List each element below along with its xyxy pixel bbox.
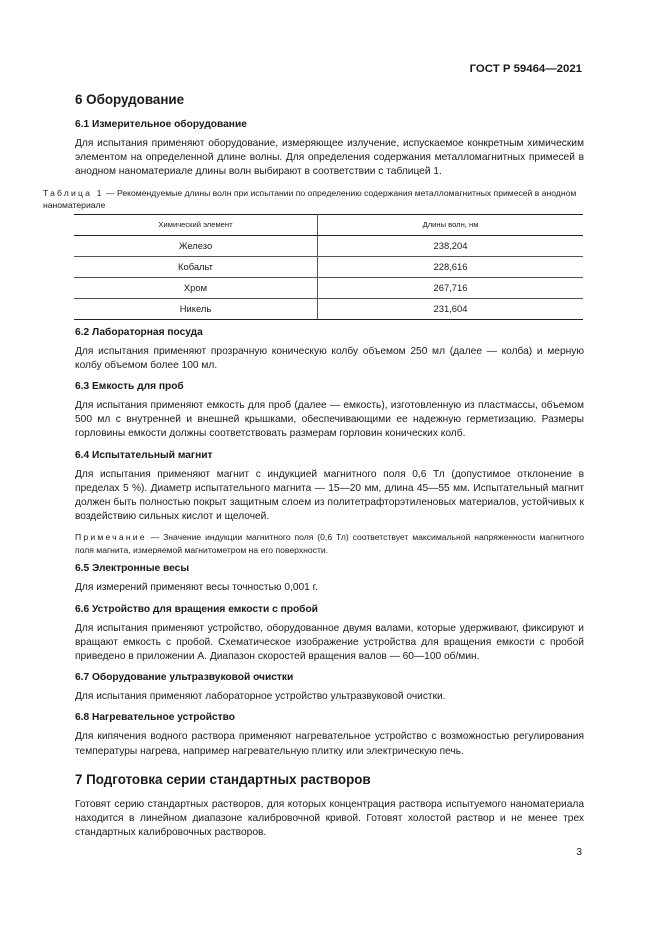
table-1-caption-text: — Рекомендуемые длины волн при испытании по определению содержания металломагнитных примесей в анодном наноматериале xyxy=(43,187,577,210)
table-row xyxy=(74,235,583,256)
note-text: — Значение индукции магнитного поля (0,6 Тл) соответствует максимальной напряженности магнитного поля магнита, измеряемой магнитометром на его поверхности. xyxy=(75,532,584,555)
subsection-6-3-title: 6.3 Емкость для проб xyxy=(75,381,184,393)
subsection-6-6-title: 6.6 Устройство для вращения емкости с пробой xyxy=(75,603,318,615)
table-cell-wavelength: 238,204 xyxy=(318,235,584,256)
subsection-6-6-text: Для испытания применяют устройство, оборудованное двумя валами, которые удерживают, фиксируют и вращают емкость с пробой. Схематическое изображение устройства для вращения емкости с пробой приведено в приложении А. Диапазон скоростей вращения валов — 60—100 об/мин. xyxy=(75,622,584,663)
standard-designation: ГОСТ Р 59464—2021 xyxy=(469,63,582,75)
subsection-6-4-note xyxy=(75,531,584,556)
table-row xyxy=(74,298,583,319)
table-header-wavelength: Длины волн, нм xyxy=(318,214,584,235)
subsection-6-5-text: Для измерений применяют весы точностью 0,001 г. xyxy=(75,582,318,594)
subsection-6-5-title: 6.5 Электронные весы xyxy=(75,563,190,575)
subsection-6-1-text: Для испытания применяют оборудование, измеряющее излучение, испускаемое конкретным химическим элементом на определенной длине волны. Для определения содержания металломагнитных примесей в анодном наноматериале длины волн выбирают в соответствии с таблицей 1. xyxy=(75,138,584,178)
subsection-6-7-title: 6.7 Оборудование ультразвуковой очистки xyxy=(75,672,294,684)
table-cell-wavelength: 267,716 xyxy=(318,277,584,298)
table-cell-wavelength: 228,616 xyxy=(318,256,584,277)
table-cell-element: Хром xyxy=(74,277,318,298)
subsection-6-7-text: Для испытания применяют лабораторное устройство ультразвуковой очистки. xyxy=(75,691,446,703)
table-header-element: Химический элемент xyxy=(74,214,318,235)
subsection-6-1-title: 6.1 Измерительное оборудование xyxy=(75,119,247,130)
section-7-title: 7 Подготовка серии стандартных растворов xyxy=(75,771,371,787)
page-content xyxy=(43,91,584,847)
subsection-6-4-title: 6.4 Испытательный магнит xyxy=(75,449,213,461)
table-cell-element: Железо xyxy=(74,235,318,256)
subsection-6-8-text: Для кипячения водного раствора применяют нагревательное устройство с возможностью регулирования температуры нагрева, например нагревательную плитку или электрическую печь. xyxy=(75,731,584,757)
table-cell-element: Никель xyxy=(74,298,318,319)
subsection-6-3-text: Для испытания применяют емкость для проб (далее — емкость), изготовленную из пластмассы, объемом 500 мл с внутренней и внешней крышками, обеспечивающими ее надежную герметизацию. Размеры горловины емкости должны соответствовать размерам горловин конических колб. xyxy=(75,400,584,440)
page-number: 3 xyxy=(576,847,582,858)
section-7-text: Готовят серию стандартных растворов, для которых концентрация раствора испытуемого наноматериала находится в линейном диапазоне калибровочной кривой. Готовят холостой раствор и не менее трех стандартных калибровочных растворов. xyxy=(75,798,584,839)
table-row xyxy=(74,277,583,298)
table-1-label: Таблица 1 xyxy=(43,187,104,198)
table-1-wavelengths xyxy=(74,214,583,320)
subsection-6-2-text: Для испытания применяют прозрачную коническую колбу объемом 250 мл (далее — колба) и мерную колбу объемом более 100 мл. xyxy=(75,345,584,371)
subsection-6-2-title: 6.2 Лабораторная посуда xyxy=(75,326,203,338)
table-cell-wavelength: 231,604 xyxy=(318,298,584,319)
table-1-caption xyxy=(43,187,584,211)
note-label: Примечание xyxy=(75,532,147,543)
subsection-6-4-text: Для испытания применяют магнит с индукцией магнитного поля 0,6 Тл (допустимое отклонение в пределах 5 %). Диаметр испытательного магнита — 15—20 мм, длина 45—55 мм. Испытательный магнит должен быть полностью покрыт защитным слоем из политетрафторэтиленовых материалов, устойчивых к воздействию сильных кислот и щелочей. xyxy=(75,468,584,523)
table-cell-element: Кобальт xyxy=(74,256,318,277)
subsection-6-8-title: 6.8 Нагревательное устройство xyxy=(75,712,235,724)
table-header-row xyxy=(74,214,583,235)
section-6-title: 6 Оборудование xyxy=(75,92,185,107)
table-row xyxy=(74,256,583,277)
